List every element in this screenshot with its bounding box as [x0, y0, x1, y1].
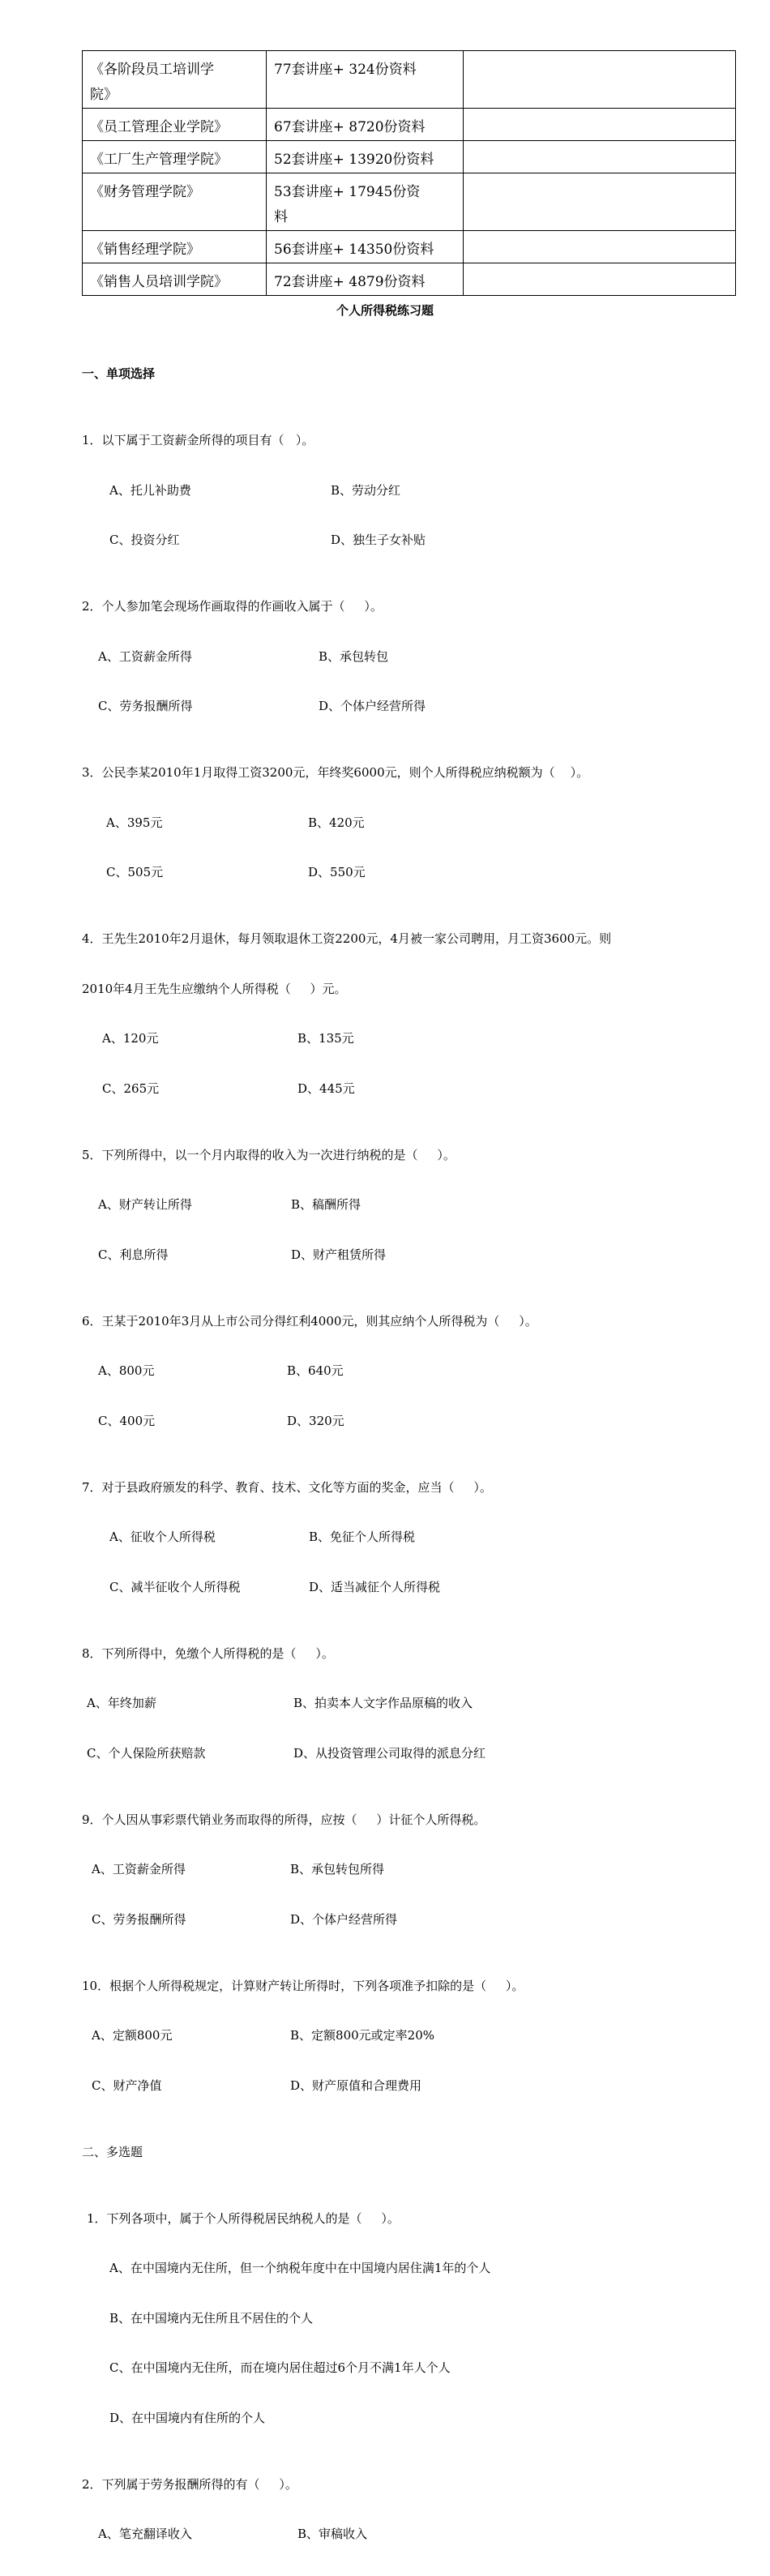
- option: A、财产转让所得: [98, 1197, 192, 1212]
- question-stem: 9．个人因从事彩票代销业务而取得的所得，应按（ ）计征个人所得税。: [82, 1812, 486, 1827]
- option-row: [82, 2077, 730, 2095]
- option: B、承包转包所得: [290, 1862, 385, 1876]
- option: D、445元: [297, 1080, 355, 1096]
- option: B、免征个人所得税: [309, 1530, 416, 1544]
- question-list: [82, 332, 730, 2576]
- course-name: 《销售人员培训学院》: [83, 263, 267, 296]
- option: C、在中国境内无住所，而在境内居住超过6个月不满1年人个人: [109, 2360, 451, 2375]
- page-title: 个人所得税练习题: [336, 303, 434, 318]
- option-row: [82, 648, 730, 665]
- option: B、640元: [287, 1363, 344, 1378]
- option: C、劳务报酬所得: [92, 1911, 186, 1927]
- option: C、财产净值: [92, 2077, 162, 2093]
- course-content: 72套讲座+ 4879份资料: [267, 263, 464, 296]
- option: D、独生子女补贴: [331, 533, 426, 547]
- option-row: [82, 864, 730, 881]
- option-row: [82, 532, 730, 549]
- question-stem: 3．公民李某2010年1月取得工资3200元，年终奖6000元，则个人所得税应纳税额为（ ）。: [82, 765, 589, 780]
- table-row: [83, 231, 736, 263]
- table-row: [83, 141, 736, 173]
- question-stem: 1．以下属于工资薪金所得的项目有（ ）。: [82, 433, 314, 447]
- option-row: [82, 1745, 730, 1762]
- section-heading: 一、单项选择: [82, 366, 156, 381]
- empty-cell: [464, 109, 736, 141]
- empty-cell: [464, 141, 736, 173]
- option: A、托儿补助费: [109, 482, 191, 498]
- table-row: [83, 263, 736, 296]
- table-row: [83, 173, 736, 231]
- option-row: [82, 482, 730, 499]
- option: D、550元: [308, 865, 366, 879]
- option-row: [82, 1030, 730, 1047]
- option: A、工资薪金所得: [92, 1862, 186, 1876]
- option: D、适当减征个人所得税: [309, 1579, 441, 1594]
- question-stem: 10．根据个人所得税规定，计算财产转让所得时，下列各项准予扣除的是（ ）。: [82, 1978, 524, 1993]
- option-row: [82, 1861, 730, 1878]
- course-content: 56套讲座+ 14350份资料: [267, 231, 464, 263]
- table-row: [83, 109, 736, 141]
- empty-cell: [464, 231, 736, 263]
- option: D、320元: [287, 1413, 344, 1428]
- empty-cell: [464, 263, 736, 296]
- question-stem: 8．下列所得中，免缴个人所得税的是（ ）。: [82, 1645, 334, 1661]
- option: C、劳务报酬所得: [98, 699, 193, 713]
- course-content: 77套讲座+ 324份资料: [267, 51, 464, 109]
- option: C、400元: [98, 1413, 156, 1428]
- option: A、395元: [106, 815, 163, 830]
- course-content: 53套讲座+ 17945份资 料: [267, 173, 464, 231]
- section-heading: 二、多选题: [82, 2144, 143, 2159]
- option: D、个体户经营所得: [290, 1911, 398, 1927]
- question-stem: 6．王某于2010年3月从上市公司分得红利4000元，则其应纳个人所得税为（ ）。: [82, 1313, 537, 1329]
- option: B、在中国境内无住所且不居住的个人: [109, 2310, 314, 2326]
- option-row: [82, 2526, 730, 2543]
- option: C、利息所得: [98, 1247, 169, 1262]
- option-row: [82, 815, 730, 832]
- question-stem: 2．个人参加笔会现场作画取得的作画收入属于（ ）。: [82, 599, 383, 614]
- option: B、135元: [297, 1031, 354, 1046]
- option: C、个人保险所获赔款: [87, 1745, 206, 1761]
- option: C、减半征收个人所得税: [109, 1579, 241, 1594]
- option-row: [82, 1413, 730, 1430]
- option: B、稿酬所得: [291, 1197, 361, 1212]
- option: C、投资分红: [109, 533, 180, 547]
- option: B、420元: [308, 815, 365, 830]
- option: C、265元: [102, 1080, 160, 1096]
- option: A、在中国境内无住所，但一个纳税年度中在中国境内居住满1年的个人: [109, 2261, 491, 2275]
- option: B、承包转包: [319, 648, 389, 664]
- option-row: [82, 1579, 730, 1596]
- question-stem: 2．下列属于劳务报酬所得的有（ ）。: [82, 2476, 297, 2492]
- option: A、定额800元: [92, 2028, 173, 2043]
- option: B、定额800元或定率20%: [290, 2028, 434, 2043]
- course-name: 《销售经理学院》: [83, 231, 267, 263]
- course-table: [82, 50, 736, 296]
- option: C、505元: [106, 865, 164, 879]
- option: D、从投资管理公司取得的派息分红: [293, 1745, 486, 1761]
- course-content: 67套讲座+ 8720份资料: [267, 109, 464, 141]
- course-content: 52套讲座+ 13920份资料: [267, 141, 464, 173]
- empty-cell: [464, 173, 736, 231]
- option: A、征收个人所得税: [109, 1530, 216, 1544]
- option-row: [82, 2027, 730, 2044]
- question-stem: 5．下列所得中，以一个月内取得的收入为一次进行纳税的是（ ）。: [82, 1147, 456, 1162]
- course-name: 《各阶段员工培训学 院》: [83, 51, 267, 109]
- option: A、工资薪金所得: [98, 648, 192, 664]
- course-name: 《员工管理企业学院》: [83, 109, 267, 141]
- option-row: [82, 1911, 730, 1928]
- option-row: [82, 1196, 730, 1213]
- option: D、财产租赁所得: [291, 1247, 387, 1262]
- option: D、个体户经营所得: [319, 699, 426, 713]
- option: A、笔充翻译收入: [98, 2527, 192, 2541]
- option: D、在中国境内有住所的个人: [109, 2410, 266, 2425]
- question-stem: 7．对于县政府颁发的科学、教育、技术、文化等方面的奖金，应当（ ）。: [82, 1479, 492, 1495]
- table-row: [83, 51, 736, 109]
- question-stem: 2010年4月王先生应缴纳个人所得税（ ）元。: [82, 981, 347, 996]
- option: B、劳动分红: [331, 482, 401, 498]
- empty-cell: [464, 51, 736, 109]
- option: B、审稿收入: [297, 2527, 368, 2541]
- option-row: [82, 1695, 730, 1712]
- option-row: [82, 1080, 730, 1098]
- option: A、800元: [98, 1363, 155, 1378]
- option-row: [82, 698, 730, 715]
- option: D、财产原值和合理费用: [290, 2077, 422, 2093]
- course-name: 《工厂生产管理学院》: [83, 141, 267, 173]
- course-name: 《财务管理学院》: [83, 173, 267, 231]
- question-stem: 4．王先生2010年2月退休，每月领取退休工资2200元，4月被一家公司聘用，月工资3600元。则: [82, 931, 612, 946]
- option-row: [82, 1363, 730, 1380]
- question-stem: 1．下列各项中，属于个人所得税居民纳税人的是（ ）。: [87, 2210, 400, 2226]
- option-row: [82, 1529, 730, 1546]
- option-row: [82, 1247, 730, 1264]
- option: B、拍卖本人文字作品原稿的收入: [293, 1696, 473, 1710]
- option: A、年终加薪: [87, 1696, 156, 1710]
- option: A、120元: [102, 1031, 159, 1046]
